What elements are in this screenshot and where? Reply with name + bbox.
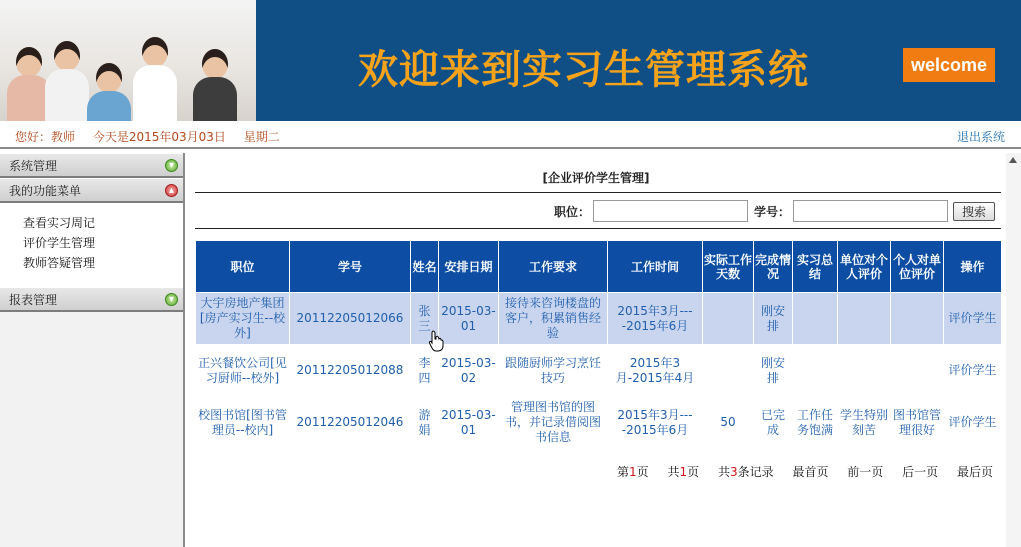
column-header: 单位对个人评价 xyxy=(838,241,891,293)
column-header: 工作时间 xyxy=(608,241,703,293)
cell-student-id: 20112205012066 xyxy=(290,293,411,345)
first-page-link[interactable]: 最首页 xyxy=(792,465,829,479)
pagination xyxy=(602,463,993,480)
table-row[interactable] xyxy=(196,293,1002,345)
cell-status: 已完成 xyxy=(754,397,793,449)
banner-title: 欢迎来到实习生管理系统 xyxy=(358,47,809,93)
evaluate-student-link[interactable]: 评价学生 xyxy=(944,345,1002,397)
scroll-up-icon[interactable] xyxy=(1009,157,1017,163)
person-figure xyxy=(84,31,134,121)
column-header: 实习总结 xyxy=(793,241,838,293)
cell-name: 张三 xyxy=(411,293,439,345)
cell-requirement: 跟随厨师学习烹饪技巧 xyxy=(499,345,608,397)
cell-position: 校图书馆[图书管理员--校内] xyxy=(196,397,290,449)
cell-student-id: 20112205012046 xyxy=(290,397,411,449)
total-records: 共3条记录 xyxy=(717,465,774,479)
position-input[interactable] xyxy=(593,200,748,222)
cell-period: 2015年3月----2015年6月 xyxy=(608,397,703,449)
page-indicator: 第1页 xyxy=(616,465,649,479)
user-greeting: 您好：教师 xyxy=(15,130,76,144)
evaluate-student-link[interactable]: 评价学生 xyxy=(944,293,1002,345)
cell-period: 2015年3月-2015年4月 xyxy=(608,345,703,397)
menu-group-system[interactable] xyxy=(0,153,183,178)
column-header: 完成情况 xyxy=(754,241,793,293)
cell-student-id: 20112205012088 xyxy=(290,345,411,397)
cell-summary xyxy=(793,293,838,345)
logout-link[interactable]: 退出系统 xyxy=(956,130,1005,144)
cell-requirement: 管理图书馆的图书，并记录借阅图书信息 xyxy=(499,397,608,449)
student-id-input[interactable] xyxy=(793,200,948,222)
vertical-scrollbar[interactable] xyxy=(1006,153,1021,547)
next-page-link[interactable]: 后一页 xyxy=(902,465,939,479)
menu-group-label: 报表管理 xyxy=(9,292,58,307)
cell-status: 刚安排 xyxy=(754,293,793,345)
cell-days xyxy=(703,345,754,397)
cell-self-eval xyxy=(891,293,944,345)
sidebar xyxy=(0,153,185,547)
cell-company-eval: 学生特别刻苦 xyxy=(838,397,891,449)
cell-date: 2015-03-02 xyxy=(439,345,499,397)
search-bar xyxy=(548,200,995,222)
cell-name: 李四 xyxy=(411,345,439,397)
menu-item-teacher-qa[interactable]: 教师答疑管理 xyxy=(23,256,96,270)
cell-summary xyxy=(793,345,838,397)
column-header: 学号 xyxy=(290,241,411,293)
header-banner xyxy=(0,0,1021,121)
page-title: [企业评价学生管理] xyxy=(542,171,650,185)
evaluation-table xyxy=(195,240,1002,449)
total-pages: 共1页 xyxy=(667,465,700,479)
menu-group-label: 我的功能菜单 xyxy=(9,183,82,198)
table-header-row xyxy=(196,241,1002,293)
expand-icon[interactable]: ▾ xyxy=(165,159,178,172)
menu-group-my-functions[interactable] xyxy=(0,178,183,203)
column-header: 姓名 xyxy=(411,241,439,293)
cell-company-eval xyxy=(838,345,891,397)
greeting-text xyxy=(15,128,294,145)
column-header: 个人对单位评价 xyxy=(891,241,944,293)
expand-icon[interactable]: ▾ xyxy=(165,293,178,306)
column-header: 工作要求 xyxy=(499,241,608,293)
banner-photo xyxy=(0,0,256,121)
welcome-badge: welcome xyxy=(903,48,995,82)
cell-requirement: 接待来咨询楼盘的客户，积累销售经验 xyxy=(499,293,608,345)
divider xyxy=(195,192,1001,193)
column-header: 实际工作天数 xyxy=(703,241,754,293)
cell-days: 50 xyxy=(703,397,754,449)
person-figure xyxy=(190,31,240,121)
person-figure xyxy=(130,31,180,121)
menu-item-weekly-journal[interactable]: 查看实习周记 xyxy=(23,216,96,230)
weekday: 星期二 xyxy=(243,130,280,144)
info-bar xyxy=(0,121,1021,149)
cell-self-eval xyxy=(891,345,944,397)
main-content xyxy=(187,153,1005,547)
cell-company-eval xyxy=(838,293,891,345)
cell-self-eval: 图书馆管理很好 xyxy=(891,397,944,449)
cell-position: 大宇房地产集团[房产实习生--校外] xyxy=(196,293,290,345)
cell-period: 2015年3月----2015年6月 xyxy=(608,293,703,345)
divider xyxy=(195,228,1001,229)
column-header: 职位 xyxy=(196,241,290,293)
menu-item-evaluate-students[interactable]: 评价学生管理 xyxy=(23,236,96,250)
menu-group-reports[interactable] xyxy=(0,287,183,312)
search-button[interactable]: 搜索 xyxy=(953,202,995,221)
cell-summary: 工作任务饱满 xyxy=(793,397,838,449)
cell-name: 游娟 xyxy=(411,397,439,449)
student-id-label: 学号： xyxy=(753,204,790,219)
column-header: 安排日期 xyxy=(439,241,499,293)
last-page-link[interactable]: 最后页 xyxy=(956,465,993,479)
table-row[interactable] xyxy=(196,397,1002,449)
position-label: 职位： xyxy=(553,204,590,219)
submenu xyxy=(0,203,183,287)
cell-status: 刚安排 xyxy=(754,345,793,397)
today-date: 今天是2015年03月03日 xyxy=(92,130,226,144)
prev-page-link[interactable]: 前一页 xyxy=(847,465,884,479)
menu-group-label: 系统管理 xyxy=(9,158,58,173)
evaluate-student-link[interactable]: 评价学生 xyxy=(944,397,1002,449)
collapse-icon[interactable]: ▴ xyxy=(165,184,178,197)
hand-cursor-icon xyxy=(428,330,444,352)
cell-days xyxy=(703,293,754,345)
cell-date: 2015-03-01 xyxy=(439,293,499,345)
table-row[interactable] xyxy=(196,345,1002,397)
cell-position: 正兴餐饮公司[见习厨师--校外] xyxy=(196,345,290,397)
column-header: 操作 xyxy=(944,241,1002,293)
cell-date: 2015-03-01 xyxy=(439,397,499,449)
